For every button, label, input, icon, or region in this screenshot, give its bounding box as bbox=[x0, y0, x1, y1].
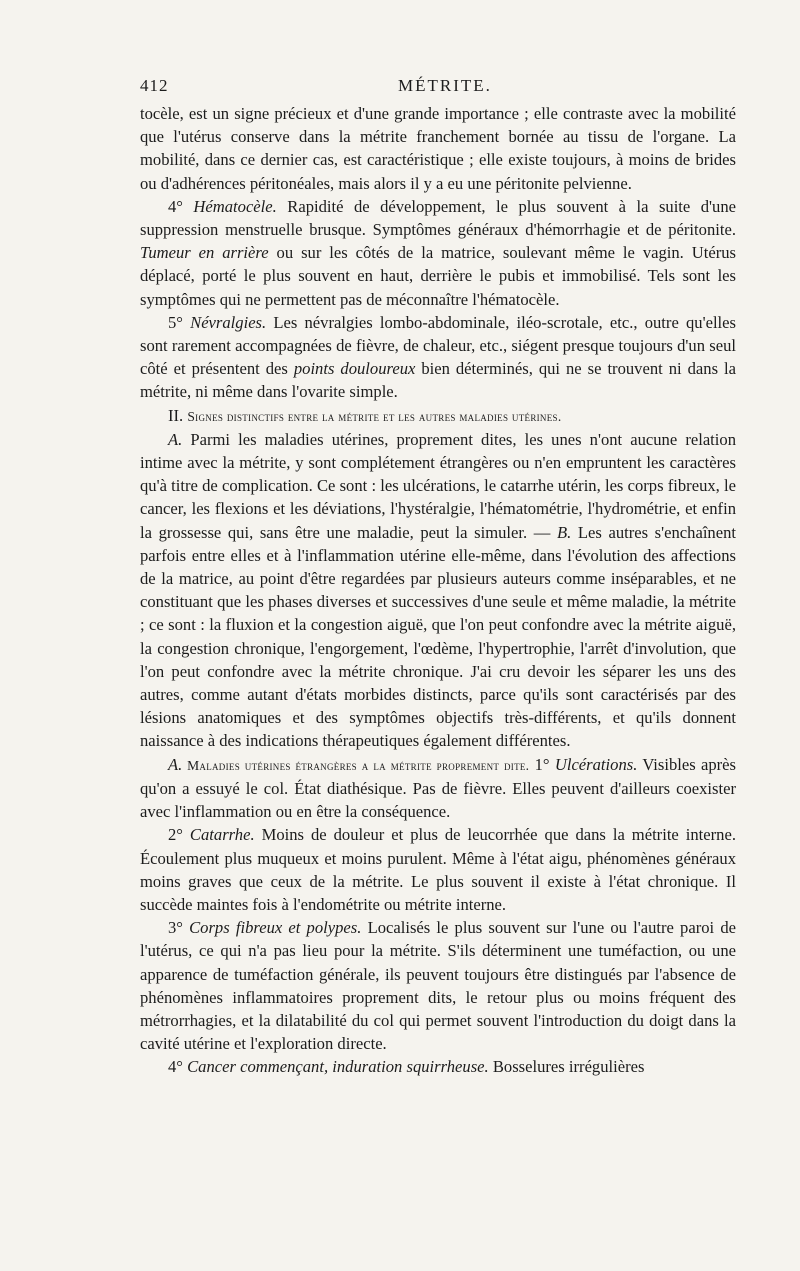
paragraph-nevralgies: 5° Névralgies. Les névralgies lombo-abdominale, iléo-scrotale, etc., outre qu'elles sont rarement accompagnées de fièvre, de chaleur, etc., siégent presque toujours d'un seul côté et présentent des points douloureux bien déterminés, qui ne se trouvent ni dans la métrite, ni même dans l'ovarite simple. bbox=[140, 312, 736, 402]
emphasis-points: points douloureux bbox=[293, 359, 416, 379]
term-ulcerations: Ulcérations. bbox=[554, 754, 638, 774]
term-hematocele: Hématocèle. bbox=[193, 196, 277, 216]
term-induration: induration squirrheuse. bbox=[332, 1057, 489, 1077]
term-nevralgies: Névralgies. bbox=[190, 312, 267, 332]
running-title: MÉTRITE. bbox=[398, 76, 492, 95]
paragraph-ulcerations: A. Maladies utérines étrangères a la métrite proprement dite. 1° Ulcérations. Visibles après qu'on a essuyé le col. État diathésique. Pas de fièvre. Elles peuvent d'ailleurs coexister avec l'inflammation ou en être la conséquence. bbox=[140, 754, 736, 822]
term-catarrhe: Catarrhe. bbox=[189, 825, 255, 845]
term-cancer: Cancer commençant, bbox=[187, 1057, 329, 1077]
paragraph-categories: A. Parmi les maladies utérines, proprement dites, les unes n'ont aucune relation intime avec la métrite, y sont complétement étrangères ou n'en empruntent les caractères qu'à titre de complication. Ce sont : les ulcérations, le catarrhe utérin, les corps fibreux, le cancer, les flexions et les déviations, l'hystéralgie, l'hématométrie, l'hydrométrie, et enfin la grossesse qui, sans être une maladie, peut la simuler. — B. Les autres s'enchaînent parfois entre elles et à l'inflammation utérine elle-même, dans l'évolution des affections de la matrice, au point d'être regardées par plusieurs auteurs comme inséparables, et ne constituant que les phases diverses et successives d'une seule et même maladie, la métrite ; ce sont : la fluxion et la congestion aiguë, que l'on peut confondre avec la métrite aiguë, la congestion chronique, l'engorgement, l'œdème, l'hypertrophie, l'arrêt d'involution, que l'on peut confondre avec la métrite chronique. J'ai cru devoir les séparer les uns des autres, comme autant d'états morbides distincts, parce qu'ils sont caractérisés par des lésions anatomiques et des symptômes objectifs très-différents, et qu'ils donnent naissance à des indications thérapeutiques également différentes. bbox=[140, 429, 736, 751]
paragraph-hematocele: 4° Hématocèle. Rapidité de développement, le plus souvent à la suite d'une suppression menstruelle brusque. Symptômes généraux d'hémorrhagie et de péritonite. Tumeur en arrière ou sur les côtés de la matrice, soulevant même le vagin. Utérus déplacé, porté le plus souvent en haut, derrière le pubis et immobilisé. Tels sont les symptômes qui ne permettent pas de méconnaître l'hématocèle. bbox=[140, 196, 736, 309]
page-number: 412 bbox=[140, 76, 169, 95]
body-text bbox=[140, 102, 736, 1079]
subsection-heading-a: Maladies utérines étrangères a la métrite proprement dite. bbox=[182, 757, 530, 773]
paragraph-intro: tocèle, est un signe précieux et d'une grande importance ; elle contraste avec la mobilité que l'utérus conserve dans la métrite franchement bornée au tissu de l'organe. La mobilité, dans ce dernier cas, est caractéristique ; elle existe toujours, à moins de brides ou d'adhérences péritonéales, mais alors il y a eu une péritonite pelvienne. bbox=[140, 104, 736, 193]
term-corps-fibreux: Corps fibreux et polypes. bbox=[189, 918, 362, 938]
paragraph-catarrhe: 2° Catarrhe. Moins de douleur et plus de leucorrhée que dans la métrite interne. Écoulement plus muqueux et moins purulent. Même à l'état aigu, phénomènes généraux moins graves que ceux de la métrite. Le plus souvent il existe à l'état chronique. Il succède maintes fois à l'endométrite ou métrite interne. bbox=[140, 825, 736, 914]
section-heading-ii: II. Signes distinctifs entre la métrite et les autres maladies utérines. bbox=[168, 405, 562, 425]
emphasis-tumeur: Tumeur en arrière bbox=[140, 243, 269, 263]
paragraph-corps-fibreux: 3° Corps fibreux et polypes. Localisés le plus souvent sur l'une ou l'autre paroi de l'utérus, ce qui n'a pas lieu pour la métrite. S'ils déterminent une tuméfaction, ou une apparence de tuméfaction générale, ils peuvent toujours être distingués par l'absence de phénomènes inflammatoires proprement dits, le retour plus ou moins fréquent des métrorrhagies, et la dilatabilité du col qui permet souvent l'introduction du doigt dans la cavité utérine et l'exploration directe. bbox=[140, 918, 736, 1054]
paragraph-cancer: 4° Cancer commençant, induration squirrheuse. Bosselures irrégulières bbox=[168, 1057, 645, 1077]
